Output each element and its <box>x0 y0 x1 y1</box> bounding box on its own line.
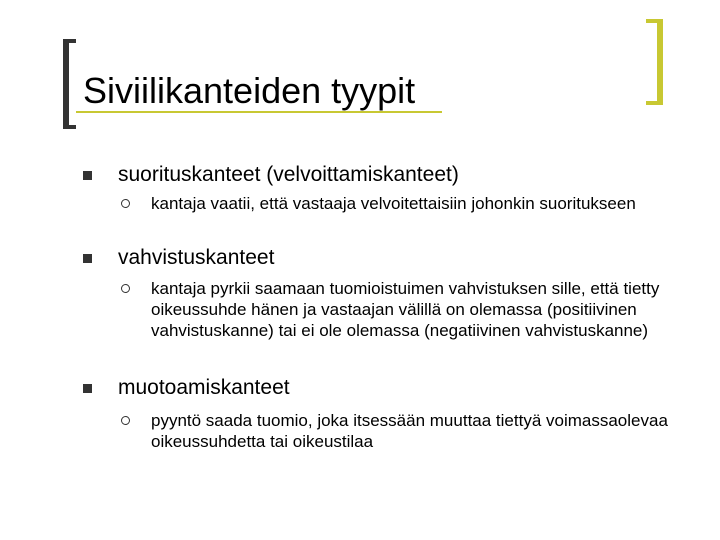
list-item-heading: vahvistuskanteet <box>118 246 275 269</box>
list-item-heading: muotoamiskanteet <box>118 376 290 399</box>
circle-bullet-icon <box>121 199 130 208</box>
circle-bullet-icon <box>121 416 130 425</box>
slide-title: Siviilikanteiden tyypit <box>83 70 416 111</box>
list-item-description: kantaja pyrkii saamaan tuomioistuimen vahvistuksen sille, että tietty oikeussuhde hänen ja vastaajan välillä on olemassa (positiivinen vahvistuskanne) tai ei ole olemassa (negatiivinen vahvistuskanne) <box>151 279 660 340</box>
square-bullet-icon <box>83 171 92 180</box>
square-bullet-icon <box>83 384 92 393</box>
list-item-description: pyyntö saada tuomio, joka itsessään muuttaa tiettyä voimassaolevaa oikeussuhdetta tai oikeustilaa <box>151 411 668 451</box>
square-bullet-icon <box>83 254 92 263</box>
list-item-heading: suorituskanteet (velvoittamiskanteet) <box>118 163 459 186</box>
circle-bullet-icon <box>121 284 130 293</box>
list-item-description: kantaja vaatii, että vastaaja velvoitettaisiin johonkin suoritukseen <box>151 194 636 213</box>
